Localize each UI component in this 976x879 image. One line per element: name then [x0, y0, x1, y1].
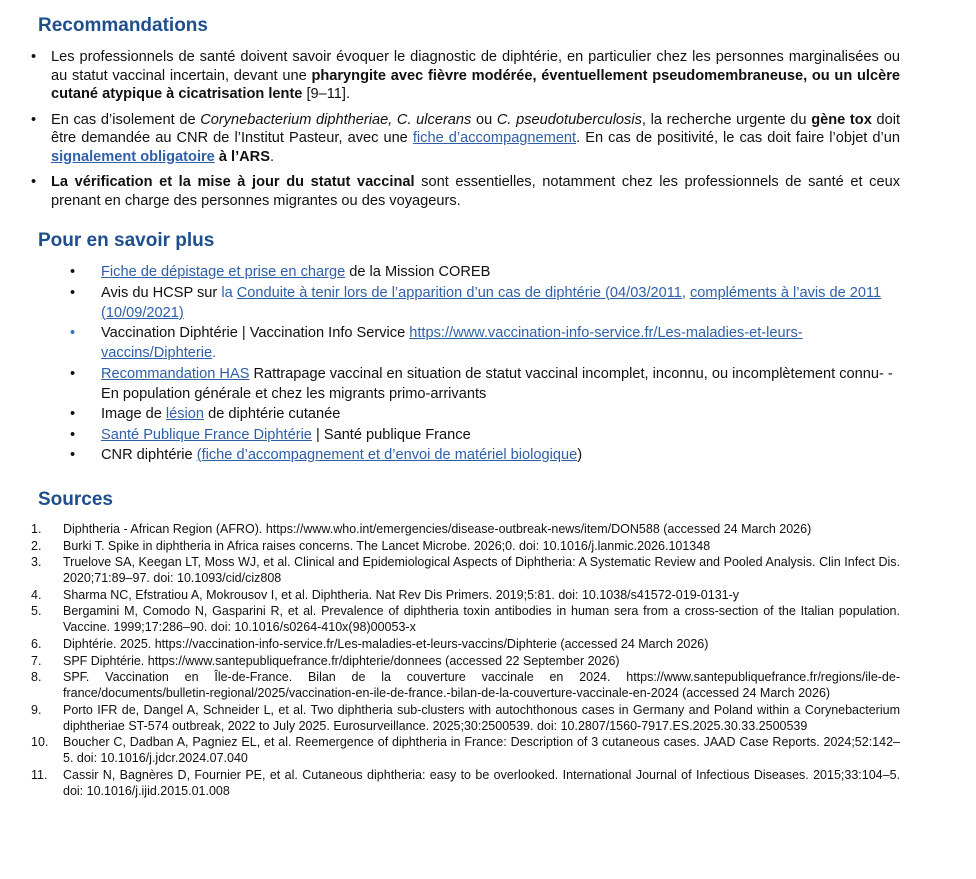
text: Avis du HCSP sur — [101, 284, 222, 301]
reference-number: 11. — [31, 767, 48, 782]
recommandations-list — [0, 48, 900, 217]
text: . — [269, 148, 275, 165]
reference-number: 7. — [31, 653, 42, 668]
reference-text: SPF Diphtérie. https://www.santepubliquefrance.fr/diphterie/donnees (accessed 22 September 2026) — [63, 653, 620, 668]
bold-text: pharyngite avec fièvre modérée, éventuellement pseudomembraneuse, ou un ulcère cutané atypique à cicatrisation lente — [51, 67, 900, 102]
list-item — [0, 283, 900, 323]
reference-text: Truelove SA, Keegan LT, Moss WJ, et al. Clinical and Epidemiological Aspects of Diphtheria: A Systematic Review and Pooled Analysis. Clin Infect Dis. 2020;71:89–97. doi: 10.1093/cid/ciz808 — [63, 555, 900, 586]
list-item — [0, 173, 900, 210]
list-item — [0, 554, 900, 586]
bullet-icon: • — [31, 174, 37, 190]
list-item — [0, 603, 900, 635]
section-title-sources: Sources — [38, 489, 113, 510]
spf-diphterie-link[interactable]: Santé Publique France Diphtérie — [101, 426, 312, 443]
fiche-depistage-link[interactable]: Fiche de dépistage et prise en charge — [101, 264, 346, 280]
reference-text: Diphtérie. 2025. https://vaccination-info-service.fr/Les-maladies-et-leurs-vaccins/Diphterie (accessed 24 March 2026) — [63, 636, 709, 651]
list-item — [0, 767, 900, 799]
lesion-link[interactable]: lésion — [165, 406, 205, 422]
list-item — [0, 538, 900, 554]
reference-number: 10. — [31, 735, 49, 750]
bullet-icon: • — [70, 426, 76, 443]
text: . En cas de positivité, le cas doit faire l’objet d’un — [576, 130, 901, 146]
reference-text: SPF. Vaccination en Île-de-France. Bilan de la couverture vaccinale en 2024. https://www.santepubliquefrance.fr/regions/ile-de-france/documents/bulletin-regional/2025/vaccination-en-ile-de-france.-bilan-de-la-couverture-vaccinale-en-2024 (accessed 24 March 2026) — [63, 670, 900, 701]
text: En cas d’isolement de — [51, 111, 201, 128]
bullet-icon: • — [70, 365, 76, 382]
list-item — [0, 587, 900, 603]
bullet-icon: • — [70, 447, 76, 463]
reference-text: Porto IFR de, Dangel A, Schneider L, et al. Two diphtheria sub-clusters with autochthonous cases in Germany and Poland within a Corynebacterium diphtheriae ST-574 outbreak, 2022 to July 2025. Eurosurveillance. 2025;30:2500539. doi: 10.2807/1560-7917.ES.2025.30.33.2500539 — [63, 702, 900, 733]
list-item — [0, 445, 900, 465]
list-item — [0, 262, 900, 282]
list-item — [0, 48, 900, 104]
italic-text: C. pseudotuberculosis — [496, 111, 642, 128]
reference-text: Boucher C, Dadban A, Pagniez EL, et al. Reemergence of diphtheria in France: Description of 3 cutaneous cases. JAAD Case Reports. 2024;52:142–5. doi: 10.1016/j.jdcr.2024.07.040 — [63, 735, 900, 766]
reference-number: 4. — [31, 587, 42, 602]
list-item — [0, 425, 900, 445]
bullet-icon: • — [31, 49, 37, 65]
bullet-icon: • — [70, 284, 76, 301]
bullet-icon: • — [70, 264, 76, 280]
list-item — [0, 404, 900, 424]
text: doit être demandée au CNR de l’Institut Pasteur, avec une — [51, 111, 900, 146]
list-item — [0, 364, 900, 404]
section-title-recommandations: Recommandations — [38, 15, 208, 36]
text: Vaccination Diphtérie | Vaccination Info Service — [101, 325, 410, 341]
signalement-obligatoire-link[interactable]: signalement obligatoire — [51, 148, 215, 165]
reference-number: 9. — [31, 702, 42, 717]
reference-number: 2. — [31, 538, 42, 553]
italic-text: Corynebacterium diphtheriae, C. ulcerans — [200, 111, 472, 128]
text: sont essentielles, notamment chez les professionnels de santé et ceux prenant en charge des personnes migrantes ou des voyageurs. — [51, 174, 900, 209]
text: ou — [471, 111, 497, 128]
reference-text: Diphtheria - African Region (AFRO). https://www.who.int/emergencies/disease-outbreak-news/item/DON588 (accessed 24 March 2026) — [63, 522, 812, 536]
hcsp-avis-2011-link[interactable]: Conduite à tenir lors de l’apparition d’un cas de diphtérie (04/03/2011 — [236, 284, 682, 301]
bold-text: à l’ARS — [214, 148, 270, 165]
recommandation-has-link[interactable]: Recommandation HAS — [101, 365, 250, 382]
text: de diphtérie cutanée — [204, 406, 341, 422]
text: Rattrapage vaccinal en situation de statut vaccinal incomplet, inconnu, ou incomplètement connu- - En population générale et chez les migrants primo-arrivants — [101, 365, 893, 402]
text: Image de — [101, 406, 166, 422]
text: de la Mission COREB — [345, 264, 491, 280]
text: | Santé publique France — [311, 426, 471, 443]
text: ) — [577, 447, 583, 463]
list-item — [0, 521, 900, 537]
bullet-icon: • — [70, 406, 76, 422]
list-item — [0, 111, 900, 167]
list-item — [0, 702, 900, 734]
bold-text: La vérification et la mise à jour du statut vaccinal — [51, 174, 415, 190]
fiche-accompagnement-link[interactable]: fiche d’accompagnement — [412, 130, 577, 146]
text: [9–11]. — [302, 86, 351, 102]
text: , la recherche urgente du — [641, 111, 812, 128]
reference-text: Burki T. Spike in diphtheria in Africa raises concerns. The Lancet Microbe. 2026;0. doi: 10.1016/j.lanmic.2026.101348 — [63, 538, 711, 553]
hcsp-complements-2021-link[interactable]: compléments à l’avis de 2011 (10/09/2021) — [101, 284, 882, 321]
pour-en-savoir-plus-list — [0, 262, 900, 466]
bullet-icon: • — [70, 325, 76, 341]
bullet-icon: • — [31, 111, 37, 128]
reference-text: Bergamini M, Comodo N, Gasparini R, et al. Prevalence of diphtheria toxin antibodies in human sera from a cross-section of the Italian population. Vaccine. 1999;17:286–90. doi: 10.1016/s0264-410x(98)00053-x — [63, 604, 900, 635]
list-item — [0, 323, 900, 363]
reference-text: Sharma NC, Efstratiou A, Mokrousov I, et al. Diphtheria. Nat Rev Dis Primers. 2019;5:81. doi: 10.1038/s41572-019-0131-y — [63, 587, 740, 602]
sources-list — [0, 521, 900, 800]
text: . — [212, 345, 217, 361]
list-item — [0, 653, 900, 669]
text: la — [221, 284, 237, 301]
reference-text: Cassir N, Bagnères D, Fournier PE, et al. Cutaneous diphtheria: easy to be overlooked. International Journal of Infectious Diseases. 2015;33:104–5. doi: 10.1016/j.ijid.2015.01.008 — [63, 767, 900, 798]
vaccination-info-service-link[interactable]: https://www.vaccination-info-service.fr/Les-maladies-et-leurs-vaccins/Diphterie — [101, 325, 803, 361]
cnr-fiche-link[interactable]: (fiche d’accompagnement et d’envoi de matériel biologique — [196, 447, 578, 463]
list-item — [0, 636, 900, 652]
list-item — [0, 669, 900, 701]
text: CNR diphtérie — [101, 447, 197, 463]
reference-number: 3. — [31, 555, 42, 570]
reference-number: 6. — [31, 636, 42, 651]
text: Les professionnels de santé doivent savoir évoquer le diagnostic de diphtérie, en particulier chez les personnes marginalisées ou au statut vaccinal incertain, devant une — [51, 49, 900, 84]
reference-number: 5. — [31, 604, 42, 619]
text: , — [681, 284, 690, 301]
list-item — [0, 734, 900, 766]
bold-text: gène tox — [811, 111, 872, 128]
reference-number: 8. — [31, 670, 42, 685]
section-title-pour-en-savoir-plus: Pour en savoir plus — [38, 230, 215, 251]
reference-number: 1. — [31, 522, 42, 536]
